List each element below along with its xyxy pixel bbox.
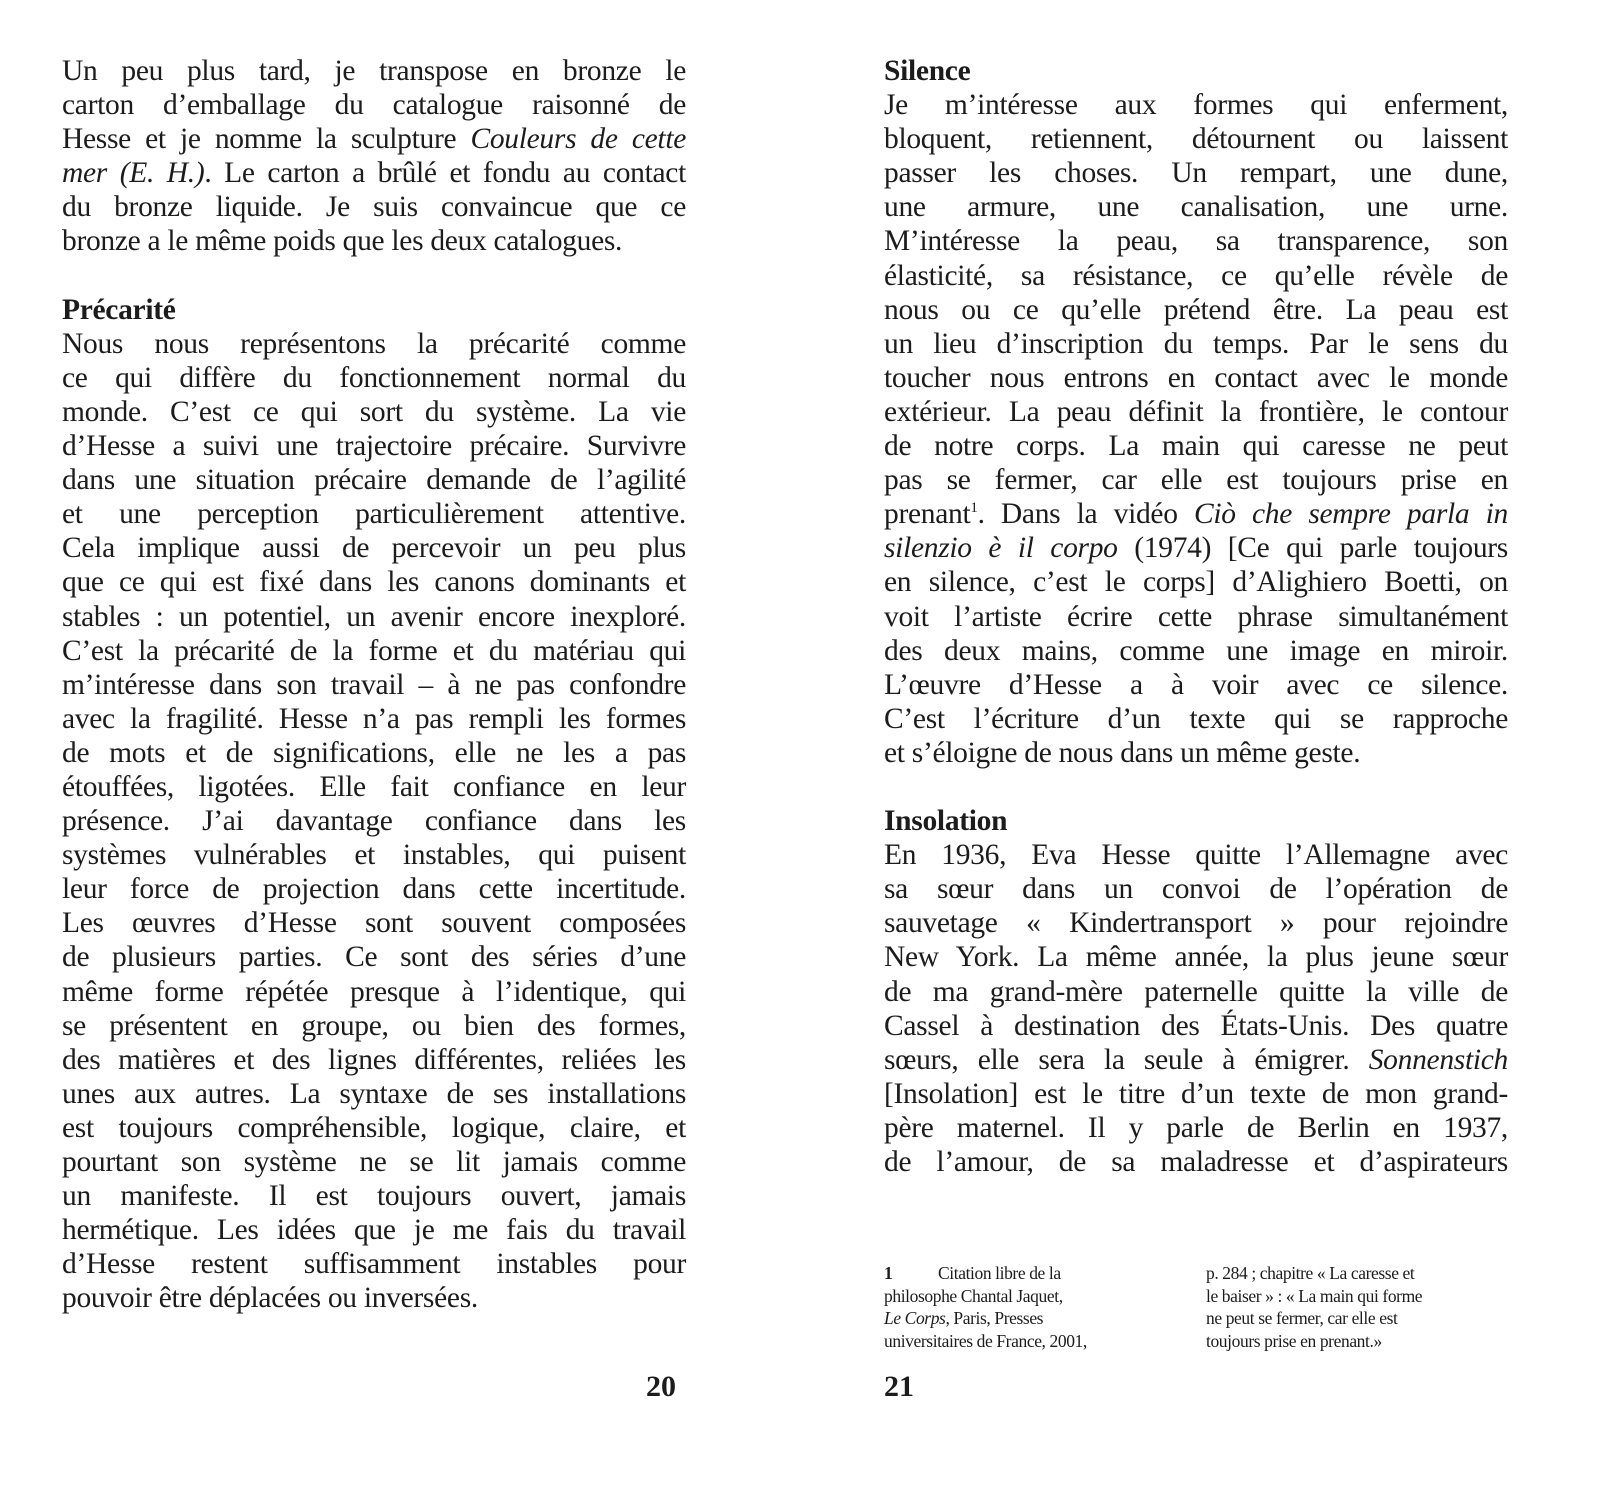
text-line: New York. La même année, la plus jeune sœur [884,941,1508,974]
footnote-column-1 [884,1262,1206,1352]
text-line: de plusieurs parties. Ce sont des séries d’une [62,941,686,974]
text-line: pas se fermer, car elle est toujours prise en [884,464,1508,497]
text-line: pouvoir être déplacées ou inversées. [62,1282,478,1315]
text-line: même forme répétée presque à l’identique, qui [62,975,686,1008]
footnote-text-1: Citation libre de la philosophe Chantal Jaquet, Le Corps, Paris, Presses universitaires de France, 2001, [884,1263,1087,1351]
text-line: un manifeste. Il est toujours ouvert, jamais [62,1180,686,1213]
text-line: des matières et des lignes différentes, reliées les [62,1043,686,1076]
text-line: Nous nous représentons la précarité comme [62,327,686,360]
text-line: unes aux autres. La syntaxe de ses installations [62,1077,686,1110]
text-line: père maternel. Il y parle de Berlin en 1937, [884,1111,1508,1144]
text-line: sa sœur dans un convoi de l’opération de [884,873,1508,906]
text-line: Cassel à destination des États-Unis. Des quatre [884,1009,1508,1042]
text-line: en silence, c’est le corps] d’Alighiero Boetti, on [884,566,1508,599]
footnotes [884,1262,1508,1352]
text-line: Cela implique aussi de percevoir un peu plus [62,532,686,565]
text-line: et s’éloigne de nous dans un même geste. [884,736,1361,769]
text-line: L’œuvre d’Hesse a à voir avec ce silence. [884,668,1508,701]
text-line: systèmes vulnérables et instables, qui puisent [62,839,686,872]
insolation-paragraph [884,838,1508,1179]
text-line: pourtant son système ne se lit jamais comme [62,1146,686,1178]
text-line: bronze a le même poids que les deux catalogues. [62,225,623,258]
text-line: d’Hesse a suivi une trajectoire précaire. Survivre [62,430,686,463]
text-line: prenant$^1$. Dans la vidéo Ciò che sempre parla in [884,498,1508,531]
text-line: de mots et de significations, elle ne les a pas [62,736,686,769]
page-number-right: 21 [884,1370,914,1403]
text-line: silenzio è il corpo (1974) [Ce qui parle toujours [884,532,1508,565]
text-line: mer (E. H.). Le carton a brûlé et fondu au contact [62,157,686,190]
text-line: Hesse et je nomme la sculpture Couleurs de cette [62,123,687,156]
text-line: bloquent, retiennent, détournent ou laissent [884,123,1508,156]
text-line: et une perception particulièrement attentive. [62,498,686,531]
page-number-left: 20 [646,1370,676,1403]
precarite-paragraph [62,327,686,1316]
text-line: sauvetage « Kindertransport » pour rejoindre [884,907,1508,940]
text-line: carton d’emballage du catalogue raisonné de [62,89,686,122]
text-line: ce qui diffère du fonctionnement normal du [62,361,686,394]
text-line: Un peu plus tard, je transpose en bronze le [62,55,686,87]
text-line: présence. J’ai davantage confiance dans les [62,805,686,838]
text-line: M’intéresse la peau, sa transparence, son [884,225,1508,258]
text-line: de ma grand-mère paternelle quitte la ville de [884,975,1508,1008]
paragraph-gap [62,259,686,293]
section-heading-precarite: Précarité [62,293,176,326]
text-line: avec la fragilité. Hesse n’a pas rempli les formes [62,702,686,735]
text-line: Je m’intéresse aux formes qui enferment, [884,89,1508,122]
section-heading-silence: Silence [884,55,971,87]
text-line: nous ou ce qu’elle prétend être. La peau est [884,293,1508,326]
text-line: de l’amour, de sa maladresse et d’aspirateurs [884,1146,1508,1178]
text-line: se présentent en groupe, ou bien des formes, [62,1009,686,1042]
text-line: C’est la précarité de la forme et du matériau qui [62,634,686,667]
section-heading-insolation: Insolation [884,805,1008,838]
text-line: de notre corps. La main qui caresse ne peut [884,430,1508,463]
text-line: voit l’artiste écrire cette phrase simultanément [884,600,1508,633]
silence-paragraph [884,88,1508,770]
text-line: m’intéresse dans son travail – à ne pas confondre [62,668,686,701]
paragraph-gap [884,770,1508,804]
text-line: un lieu d’inscription du temps. Par le sens du [884,327,1508,360]
text-line: Les œuvres d’Hesse sont souvent composées [62,907,686,940]
text-line: d’Hesse restent suffisamment instables pour [62,1248,686,1281]
text-line: est toujours compréhensible, logique, claire, et [62,1111,686,1144]
text-line: hermétique. Les idées que je me fais du travail [62,1214,686,1247]
text-line: passer les choses. Un rempart, une dune, [884,157,1508,190]
text-line: [Insolation] est le titre d’un texte de mon grand- [884,1077,1508,1110]
footnote-column-2 [1206,1262,1506,1352]
left-page [62,54,686,1315]
text-line: leur force de projection dans cette incertitude. [62,873,686,906]
footnote-number: 1 [884,1263,893,1283]
text-line: étouffées, ligotées. Elle fait confiance en leur [62,770,686,803]
intro-paragraph [62,54,686,259]
text-line: une armure, une canalisation, une urne. [884,191,1508,224]
right-page [884,54,1508,1179]
text-line: sœurs, elle sera la seule à émigrer. Sonnenstich [884,1043,1508,1076]
text-line: monde. C’est ce qui sort du système. La vie [62,395,686,428]
text-line: élasticité, sa résistance, ce qu’elle révèle de [884,259,1508,292]
text-line: dans une situation précaire demande de l’agilité [62,464,686,497]
text-line: des deux mains, comme une image en miroir. [884,634,1508,667]
footnote-text-2: p. 284 ; chapitre « La caresse et le baiser » : « La main qui forme ne peut se fermer, car elle est toujours prise en prenant.» [1206,1263,1423,1351]
text-line: toucher nous entrons en contact avec le monde [884,361,1508,394]
text-line: C’est l’écriture d’un texte qui se rapproche [884,702,1508,735]
text-line: extérieur. La peau définit la frontière, le contour [884,395,1508,428]
text-line: En 1936, Eva Hesse quitte l’Allemagne avec [884,839,1508,872]
text-line: stables : un potentiel, un avenir encore inexploré. [62,600,686,633]
text-line: que ce qui est fixé dans les canons dominants et [62,566,686,599]
text-line: du bronze liquide. Je suis convaincue que ce [62,191,686,224]
